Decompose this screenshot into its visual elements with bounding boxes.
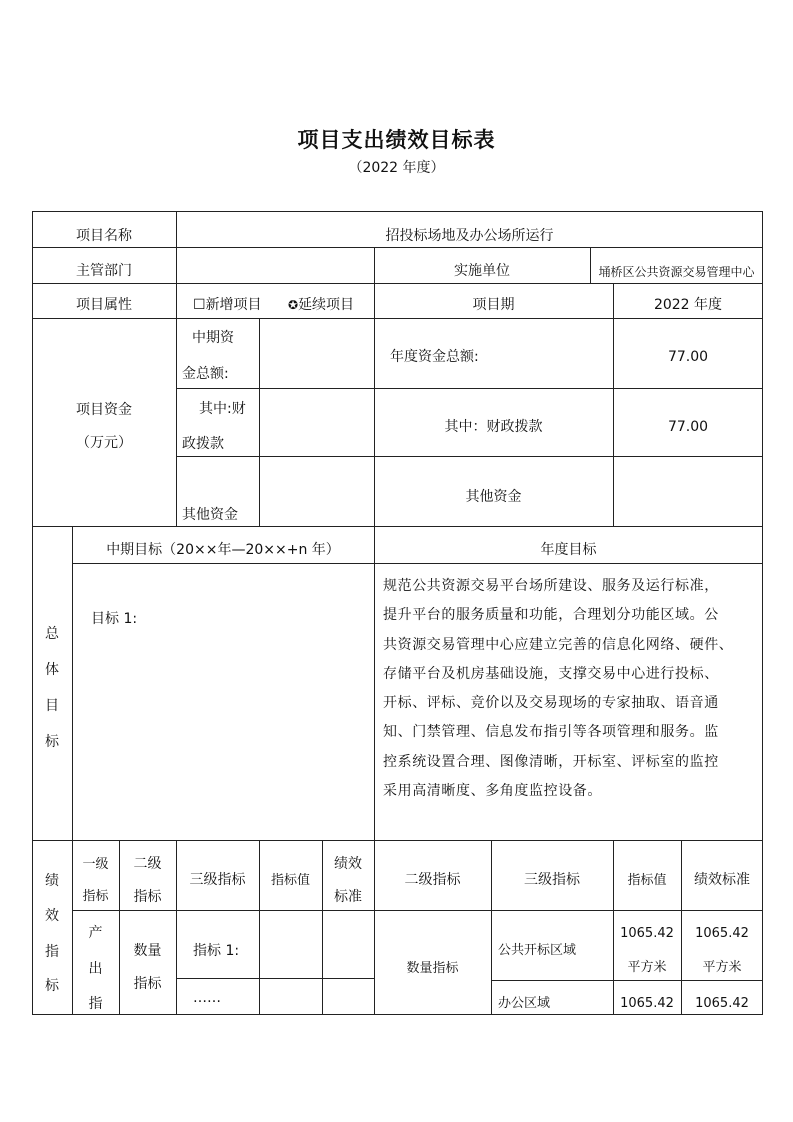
row-value: 1065.42 [620,996,674,1011]
period-value: 2022 年度 [653,297,723,313]
indicators-label-char: 绩 [45,873,59,889]
h-value: 指标值 [270,873,310,888]
mid-other-label: 其他资金 [182,507,238,523]
period-label: 项目期 [472,297,515,313]
checkbox-star-icon: ✪ [288,298,299,312]
attr-new-option [193,297,262,313]
unit-label: 实施单位 [454,263,510,279]
row-std-unit: 平方米 [702,960,742,975]
mid-goal-1: 目标 1: [91,611,138,627]
mid-total-label-1: 中期资 [192,330,234,346]
mid-total-label-2: 金总额: [182,366,229,382]
year-note: （2022 年度） [348,160,445,176]
annual-total-label: 年度资金总额: [390,349,479,365]
row-name: 办公区域 [498,996,551,1011]
mid-fiscal-label-1: 其中:财 [199,401,246,417]
indicators-label-char: 指 [45,944,59,960]
annual-goal-line: 采用高清晰度、多角度监控设备。 [383,783,602,800]
indicator-ellipsis: …… [193,990,221,1006]
annual-goal-line: 存储平台及机房基础设施，支撑交易中心进行投标、 [383,665,719,682]
annual-fiscal-value: 77.00 [667,419,709,435]
mid-fiscal-label-2: 政拨款 [182,436,224,452]
goals-label-char: 体 [45,662,59,678]
annual-goal-text [383,572,765,806]
unit-value: 埇桥区公共资源交易管理中心 [598,265,755,279]
h2-std: 绩效标准 [694,872,750,888]
h-level3: 三级指标 [189,872,246,888]
h-level1-b: 指标 [82,889,109,904]
project-name-label: 项目名称 [76,228,132,244]
row-name: 公共开标区域 [498,943,577,958]
goals-label-char: 目 [45,698,59,714]
annual-goal-line: 控系统设置合理、图像清晰，开标室、评标室的监控 [383,753,719,770]
row-std: 1065.42 [695,996,749,1011]
row-value-unit: 平方米 [627,960,667,975]
attr-cont-label: 延续项目 [298,297,355,313]
goals-label-char: 标 [45,734,59,750]
row-std: 1065.42 [695,926,749,941]
page-title: 项目支出绩效目标表 [297,128,496,152]
output-char: 产 [88,925,103,941]
output-char: 指 [88,996,103,1012]
h2-level3: 三级指标 [524,872,580,888]
annual-fiscal-label: 其中：财政拨款 [444,419,543,435]
h-level1-a: 一级 [82,857,109,872]
annual-goal-line: 共资源交易管理中心应建立完善的信息化网络、硬件、 [383,636,734,653]
annual-goal-line: 提升平台的服务质量和功能，合理划分功能区域。公 [383,607,719,624]
h-level2-a: 二级 [133,856,162,872]
goals-label-char: 总 [45,626,59,642]
annual-goal-line: 规范公共资源交易平台场所建设、服务及运行标准， [383,578,719,594]
h2-value: 指标值 [627,873,667,888]
h-std-a: 绩效 [334,856,362,872]
h2-level2: 二级指标 [404,872,461,888]
project-name-value: 招投标场地及办公场所运行 [385,228,554,244]
qty-b: 指标 [133,976,162,992]
qty-a: 数量 [133,943,162,959]
indicators-label-char: 效 [45,908,59,924]
annual-total-value: 77.00 [667,349,709,365]
indicators-label-char: 标 [45,978,59,994]
mid-goal-header: 中期目标（20××年—20××+n 年） [106,542,340,558]
annual-other-label: 其他资金 [465,489,522,505]
attr-cont-option [288,297,354,313]
h-std-b: 标准 [334,889,362,905]
output-char: 出 [88,961,103,977]
annual-goal-line: 知、门禁管理、信息发布指引等各项管理和服务。监 [383,724,719,741]
funds-label: 项目资金 [76,402,132,418]
annual-goal-line: 开标、评标、竞价以及交易现场的专家抽取、语音通 [383,695,719,712]
indicator-1: 指标 1: [193,943,240,959]
h-level2-b: 指标 [133,889,162,905]
attr-new-label: 新增项目 [205,297,262,313]
qty-label: 数量指标 [406,961,459,976]
annual-goal-header: 年度目标 [540,542,597,558]
funds-unit: （万元） [76,435,132,451]
attr-label: 项目属性 [76,297,132,313]
row-value: 1065.42 [620,926,674,941]
dept-label: 主管部门 [76,263,132,279]
checkbox-empty-icon: ☐ [193,297,206,313]
